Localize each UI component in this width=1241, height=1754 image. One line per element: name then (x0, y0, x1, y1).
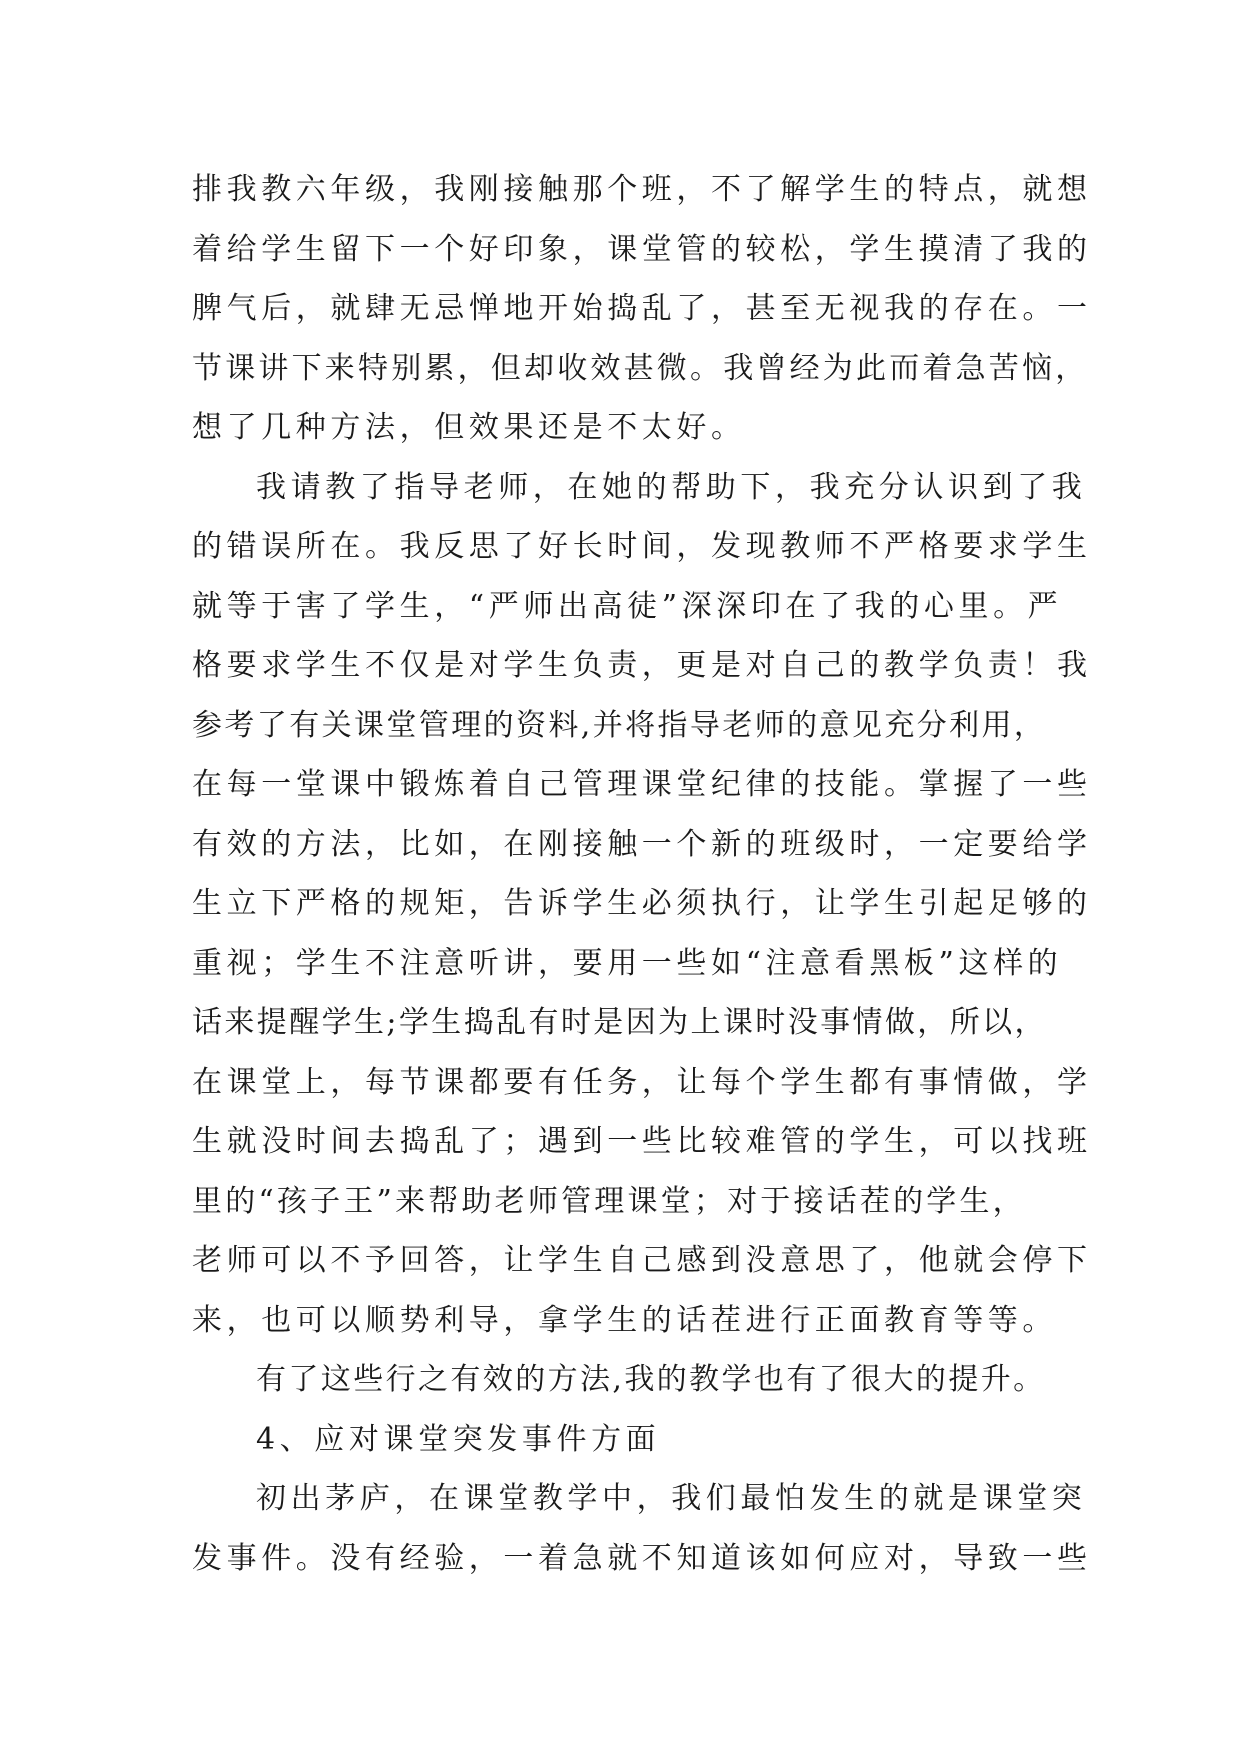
paragraph-first-line: 初出茅庐，在课堂教学中，我们最怕发生的就是课堂突 (256, 1481, 1087, 1516)
document-page (192, 160, 1092, 1588)
paragraph-first-line: 有了这些行之有效的方法,我的教学也有了很大的提升。 (256, 1362, 1046, 1397)
text-line: 排我教六年级，我刚接触那个班，不了解学生的特点，就想 (192, 172, 1092, 207)
text-line: 节课讲下来特别累，但却收效甚微。我曾经为此而着急苦恼， (192, 350, 1089, 386)
text-line: 的错误所在。我反思了好长时间，发现教师不严格要求学生 (192, 529, 1092, 564)
text-line: 想了几种方法，但效果还是不太好。 (192, 410, 746, 445)
text-line: 话来提醒学生;学生捣乱有时是因为上课时没事情做，所以， (192, 1005, 1047, 1040)
text-line: 着给学生留下一个好印象，课堂管的较松，学生摸清了我的 (192, 231, 1092, 267)
section-heading: 4、应对课堂突发事件方面 (256, 1421, 661, 1457)
text-line: 生就没时间去捣乱了；遇到一些比较难管的学生，可以找班 (192, 1124, 1092, 1159)
text-line: 重视；学生不注意听讲，要用一些如“注意看黑板”这样的 (192, 945, 1063, 981)
text-line: 有效的方法，比如，在刚接触一个新的班级时，一定要给学 (192, 826, 1092, 862)
text-line: 发事件。没有经验，一着急就不知道该如何应对，导致一些 (192, 1540, 1092, 1576)
text-line: 脾气后，就肆无忌惮地开始捣乱了，甚至无视我的存在。一 (192, 291, 1092, 326)
text-line: 里的“孩子王”来帮助老师管理课堂；对于接话茬的学生， (192, 1183, 1026, 1219)
text-line: 在课堂上，每节课都要有任务，让每个学生都有事情做，学 (192, 1064, 1092, 1100)
text-line: 老师可以不予回答，让学生自己感到没意思了，他就会停下 (192, 1243, 1092, 1278)
text-line: 在每一堂课中锻炼着自己管理课堂纪律的技能。掌握了一些 (192, 767, 1092, 802)
text-line: 就等于害了学生，“严师出高徒”深深印在了我的心里。严 (192, 588, 1063, 624)
text-line: 生立下严格的规矩，告诉学生必须执行，让学生引起足够的 (192, 886, 1092, 921)
text-line: 来，也可以顺势利导，拿学生的话茬进行正面教育等等。 (192, 1302, 1057, 1338)
text-line: 参考了有关课堂管理的资料,并将指导老师的意见充分利用， (192, 707, 1047, 743)
text-line: 格要求学生不仅是对学生负责，更是对自己的教学负责！我 (192, 648, 1092, 683)
paragraph-first-line: 我请教了指导老师，在她的帮助下，我充分认识到了我 (256, 469, 1087, 505)
